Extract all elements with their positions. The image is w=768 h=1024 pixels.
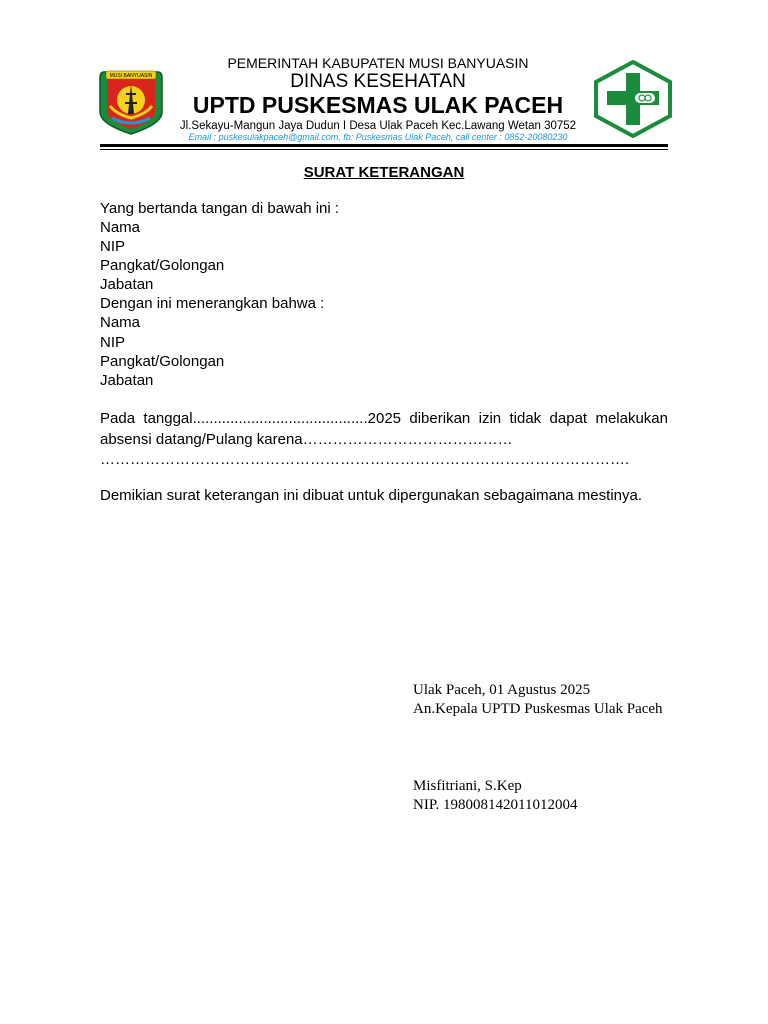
puskesmas-logo <box>593 60 673 138</box>
signer-position: An.Kepala UPTD Puskesmas Ulak Paceh <box>413 701 663 717</box>
department-name: DINAS KESEHATAN <box>290 71 466 92</box>
institution-name: UPTD PUSKESMAS ULAK PACEH <box>192 92 564 118</box>
place-date: Ulak Paceh, 01 Agustus 2025 <box>413 682 591 698</box>
signer-field-rank: Pangkat/Golongan <box>100 257 225 274</box>
header-rule-thick <box>100 144 668 147</box>
subject-intro: Dengan ini menerangkan bahwa : <box>100 295 325 312</box>
signer-nip: NIP. 198008142011012004 <box>413 797 578 813</box>
closing-text: Demikian surat keterangan ini dibuat untuk dipergunakan sebagaimana mestinya. <box>100 487 642 504</box>
signer-field-nip: NIP <box>100 238 126 255</box>
regency-emblem-logo <box>96 66 166 136</box>
statement-line-1: Pada tanggal..........................................2025 diberikan izin tidak dapat melakukan <box>100 410 668 427</box>
header-rule-thin <box>100 149 668 150</box>
signer-field-name: Nama <box>100 219 141 236</box>
subject-field-name: Nama <box>100 314 141 331</box>
document-title: SURAT KETERANGAN <box>303 164 465 181</box>
subject-field-position: Jabatan <box>100 372 154 389</box>
signer-name: Misfitriani, S.Kep <box>413 778 522 794</box>
government-name: PEMERINTAH KABUPATEN MUSI BANYUASIN <box>227 55 529 71</box>
signer-intro: Yang bertanda tangan di bawah ini : <box>100 200 340 217</box>
subject-field-nip: NIP <box>100 334 126 351</box>
signer-field-position: Jabatan <box>100 276 154 293</box>
emblem-text: MUSI BANYUASIN <box>109 73 153 80</box>
subject-field-rank: Pangkat/Golongan <box>100 353 225 370</box>
address-line: Jl.Sekayu-Mangun Jaya Dudun I Desa Ulak Paceh Kec.Lawang Wetan 30752 <box>179 120 577 132</box>
statement-line-3: ……………………………………………………………………………………………. <box>100 451 630 468</box>
statement-line-2: absensi datang/Pulang karena…………………………………… <box>100 431 513 448</box>
contact-line: Email : puskesulakpaceh@gmail.com, fb: Puskesmas Ulak Paceh, call center : 0852-20080230 <box>188 132 568 142</box>
